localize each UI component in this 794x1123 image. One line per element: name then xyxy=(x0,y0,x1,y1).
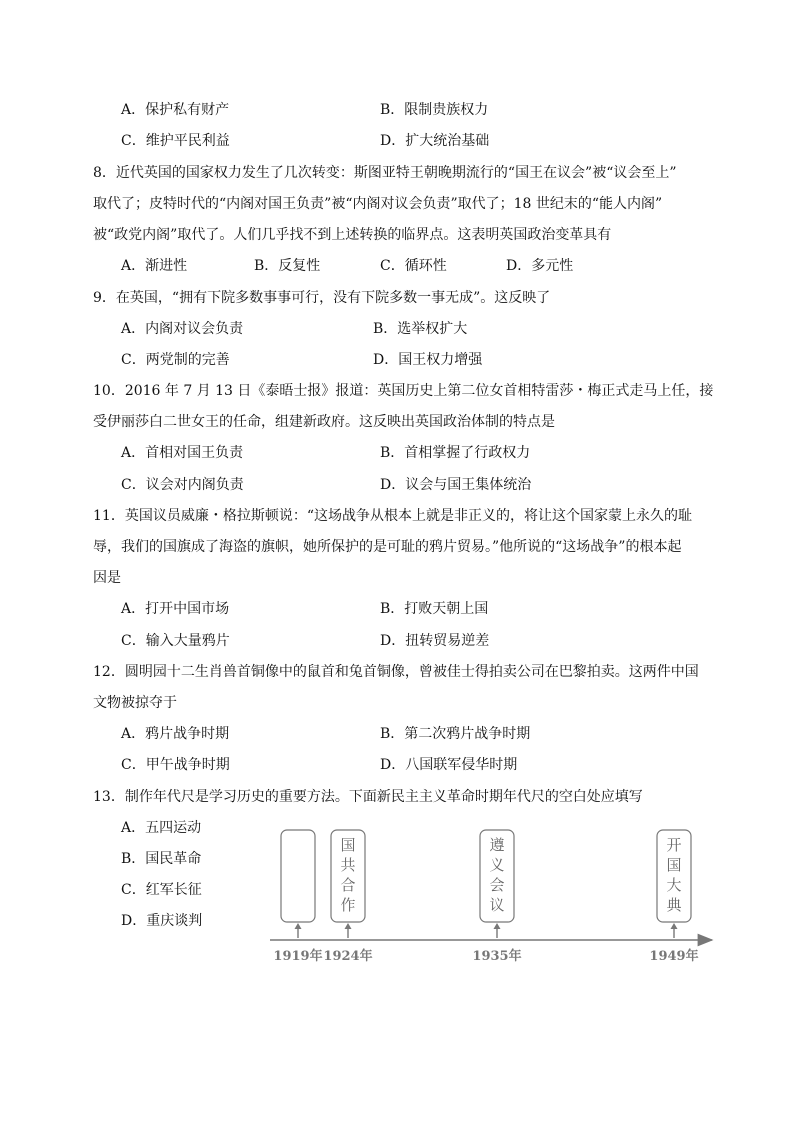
q13-option-d: D．重庆谈判 xyxy=(121,913,203,929)
timeline-event-box xyxy=(281,830,315,922)
timeline-event-2 xyxy=(472,830,521,964)
q7-option-c: C．维护平民利益 xyxy=(121,133,230,149)
q10-option-b: B．首相掌握了行政权力 xyxy=(380,445,531,461)
q8-option-c: C．循环性 xyxy=(380,258,447,274)
q12-stem-line-1: 12．圆明园十二生肖兽首铜像中的鼠首和兔首铜像，曾被佳士得拍卖公司在巴黎拍卖。这两件中国 xyxy=(93,664,699,680)
timeline-year-label: 1935年 xyxy=(472,949,522,964)
q12-option-d: D．八国联军侵华时期 xyxy=(380,757,518,773)
q9-option-c: C．两党制的完善 xyxy=(121,352,230,368)
q8-stem-line-3: 被“政党内阁”取代了。人们几乎找不到上述转换的临界点。这表明英国政治变革具有 xyxy=(93,227,612,243)
timeline-event-char: 议 xyxy=(489,896,505,914)
up-arrow-icon xyxy=(345,923,352,929)
timeline-event-1 xyxy=(323,830,372,964)
q12-option-b: B．第二次鸦片战争时期 xyxy=(380,726,531,742)
q7-option-a: A．保护私有财产 xyxy=(121,102,230,118)
q13-option-c: C．红军长征 xyxy=(121,882,202,898)
q11-stem-line-3: 因是 xyxy=(93,570,121,586)
timeline-figure xyxy=(266,822,718,972)
timeline-event-char: 大 xyxy=(666,876,682,894)
q11-option-c: C．输入大量鸦片 xyxy=(121,633,230,649)
timeline-year-label: 1919年 xyxy=(273,949,323,964)
q10-stem-line-2: 受伊丽莎白二世女王的任命，组建新政府。这反映出英国政治体制的特点是 xyxy=(93,414,555,430)
q8-stem-line-2: 取代了；皮特时代的“内阁对国王负责”被“内阁对议会负责”取代了；18 世纪末的“能人内阁” xyxy=(93,196,663,212)
q13-option-a: A．五四运动 xyxy=(121,820,202,836)
timeline-event-char: 义 xyxy=(489,856,505,874)
up-arrow-icon xyxy=(295,923,302,929)
q7-option-d: D．扩大统治基础 xyxy=(380,133,490,149)
timeline-event-char: 作 xyxy=(340,896,356,914)
q9-option-b: B．选举权扩大 xyxy=(373,321,468,337)
q8-option-a: A．渐进性 xyxy=(121,258,188,274)
q11-stem-line-2: 辱，我们的国旗成了海盗的旗帜，她所保护的是可耻的鸦片贸易。”他所说的“这场战争”的根本起 xyxy=(93,539,682,555)
q11-option-a: A．打开中国市场 xyxy=(121,601,230,617)
q10-option-d: D．议会与国王集体统治 xyxy=(380,477,532,493)
timeline-event-char: 典 xyxy=(666,896,682,914)
q10-stem-line-1: 10．2016 年 7 月 13 日《泰晤士报》报道：英国历史上第二位女首相特雷莎・梅正式走马上任，接 xyxy=(93,383,714,399)
timeline-event-char: 国 xyxy=(340,836,356,854)
q11-option-d: D．扭转贸易逆差 xyxy=(380,633,490,649)
q11-option-b: B．打败天朝上国 xyxy=(380,601,489,617)
up-arrow-icon xyxy=(671,923,678,929)
q10-option-c: C．议会对内阁负责 xyxy=(121,477,244,493)
q9-option-a: A．内阁对议会负责 xyxy=(121,321,244,337)
up-arrow-icon xyxy=(494,923,501,929)
q9-option-d: D．国王权力增强 xyxy=(373,352,483,368)
q7-option-b: B．限制贵族权力 xyxy=(380,102,489,118)
timeline-event-char: 会 xyxy=(489,876,505,894)
q12-stem-line-2: 文物被掠夺于 xyxy=(93,695,177,711)
q8-option-b: B．反复性 xyxy=(254,258,321,274)
q12-option-a: A．鸦片战争时期 xyxy=(121,726,230,742)
q13-option-b: B．国民革命 xyxy=(121,851,202,867)
timeline-event-char: 遵 xyxy=(489,836,505,854)
q9-stem-line-1: 9．在英国，“拥有下院多数事事可行，没有下院多数一事无成”。这反映了 xyxy=(93,290,551,306)
timeline-svg xyxy=(266,822,718,972)
q8-option-d: D．多元性 xyxy=(506,258,574,274)
q8-stem-line-1: 8．近代英国的国家权力发生了几次转变：斯图亚特王朝晚期流行的“国王在议会”被“议会至上” xyxy=(93,165,677,181)
q11-stem-line-1: 11．英国议员威廉・格拉斯顿说：“这场战争从根本上就是非正义的，将让这个国家蒙上永久的耻 xyxy=(93,508,692,524)
timeline-event-char: 国 xyxy=(666,856,682,874)
timeline-year-label: 1949年 xyxy=(649,949,699,964)
timeline-event-char: 开 xyxy=(666,836,682,854)
timeline-event-3 xyxy=(649,830,698,964)
timeline-event-0 xyxy=(273,830,322,964)
timeline-event-char: 合 xyxy=(340,876,356,894)
timeline-event-char: 共 xyxy=(340,856,356,874)
q13-stem-line-1: 13．制作年代尺是学习历史的重要方法。下面新民主主义革命时期年代尺的空白处应填写 xyxy=(93,789,643,805)
timeline-year-label: 1924年 xyxy=(323,949,373,964)
q12-option-c: C．甲午战争时期 xyxy=(121,757,230,773)
q10-option-a: A．首相对国王负责 xyxy=(121,445,244,461)
